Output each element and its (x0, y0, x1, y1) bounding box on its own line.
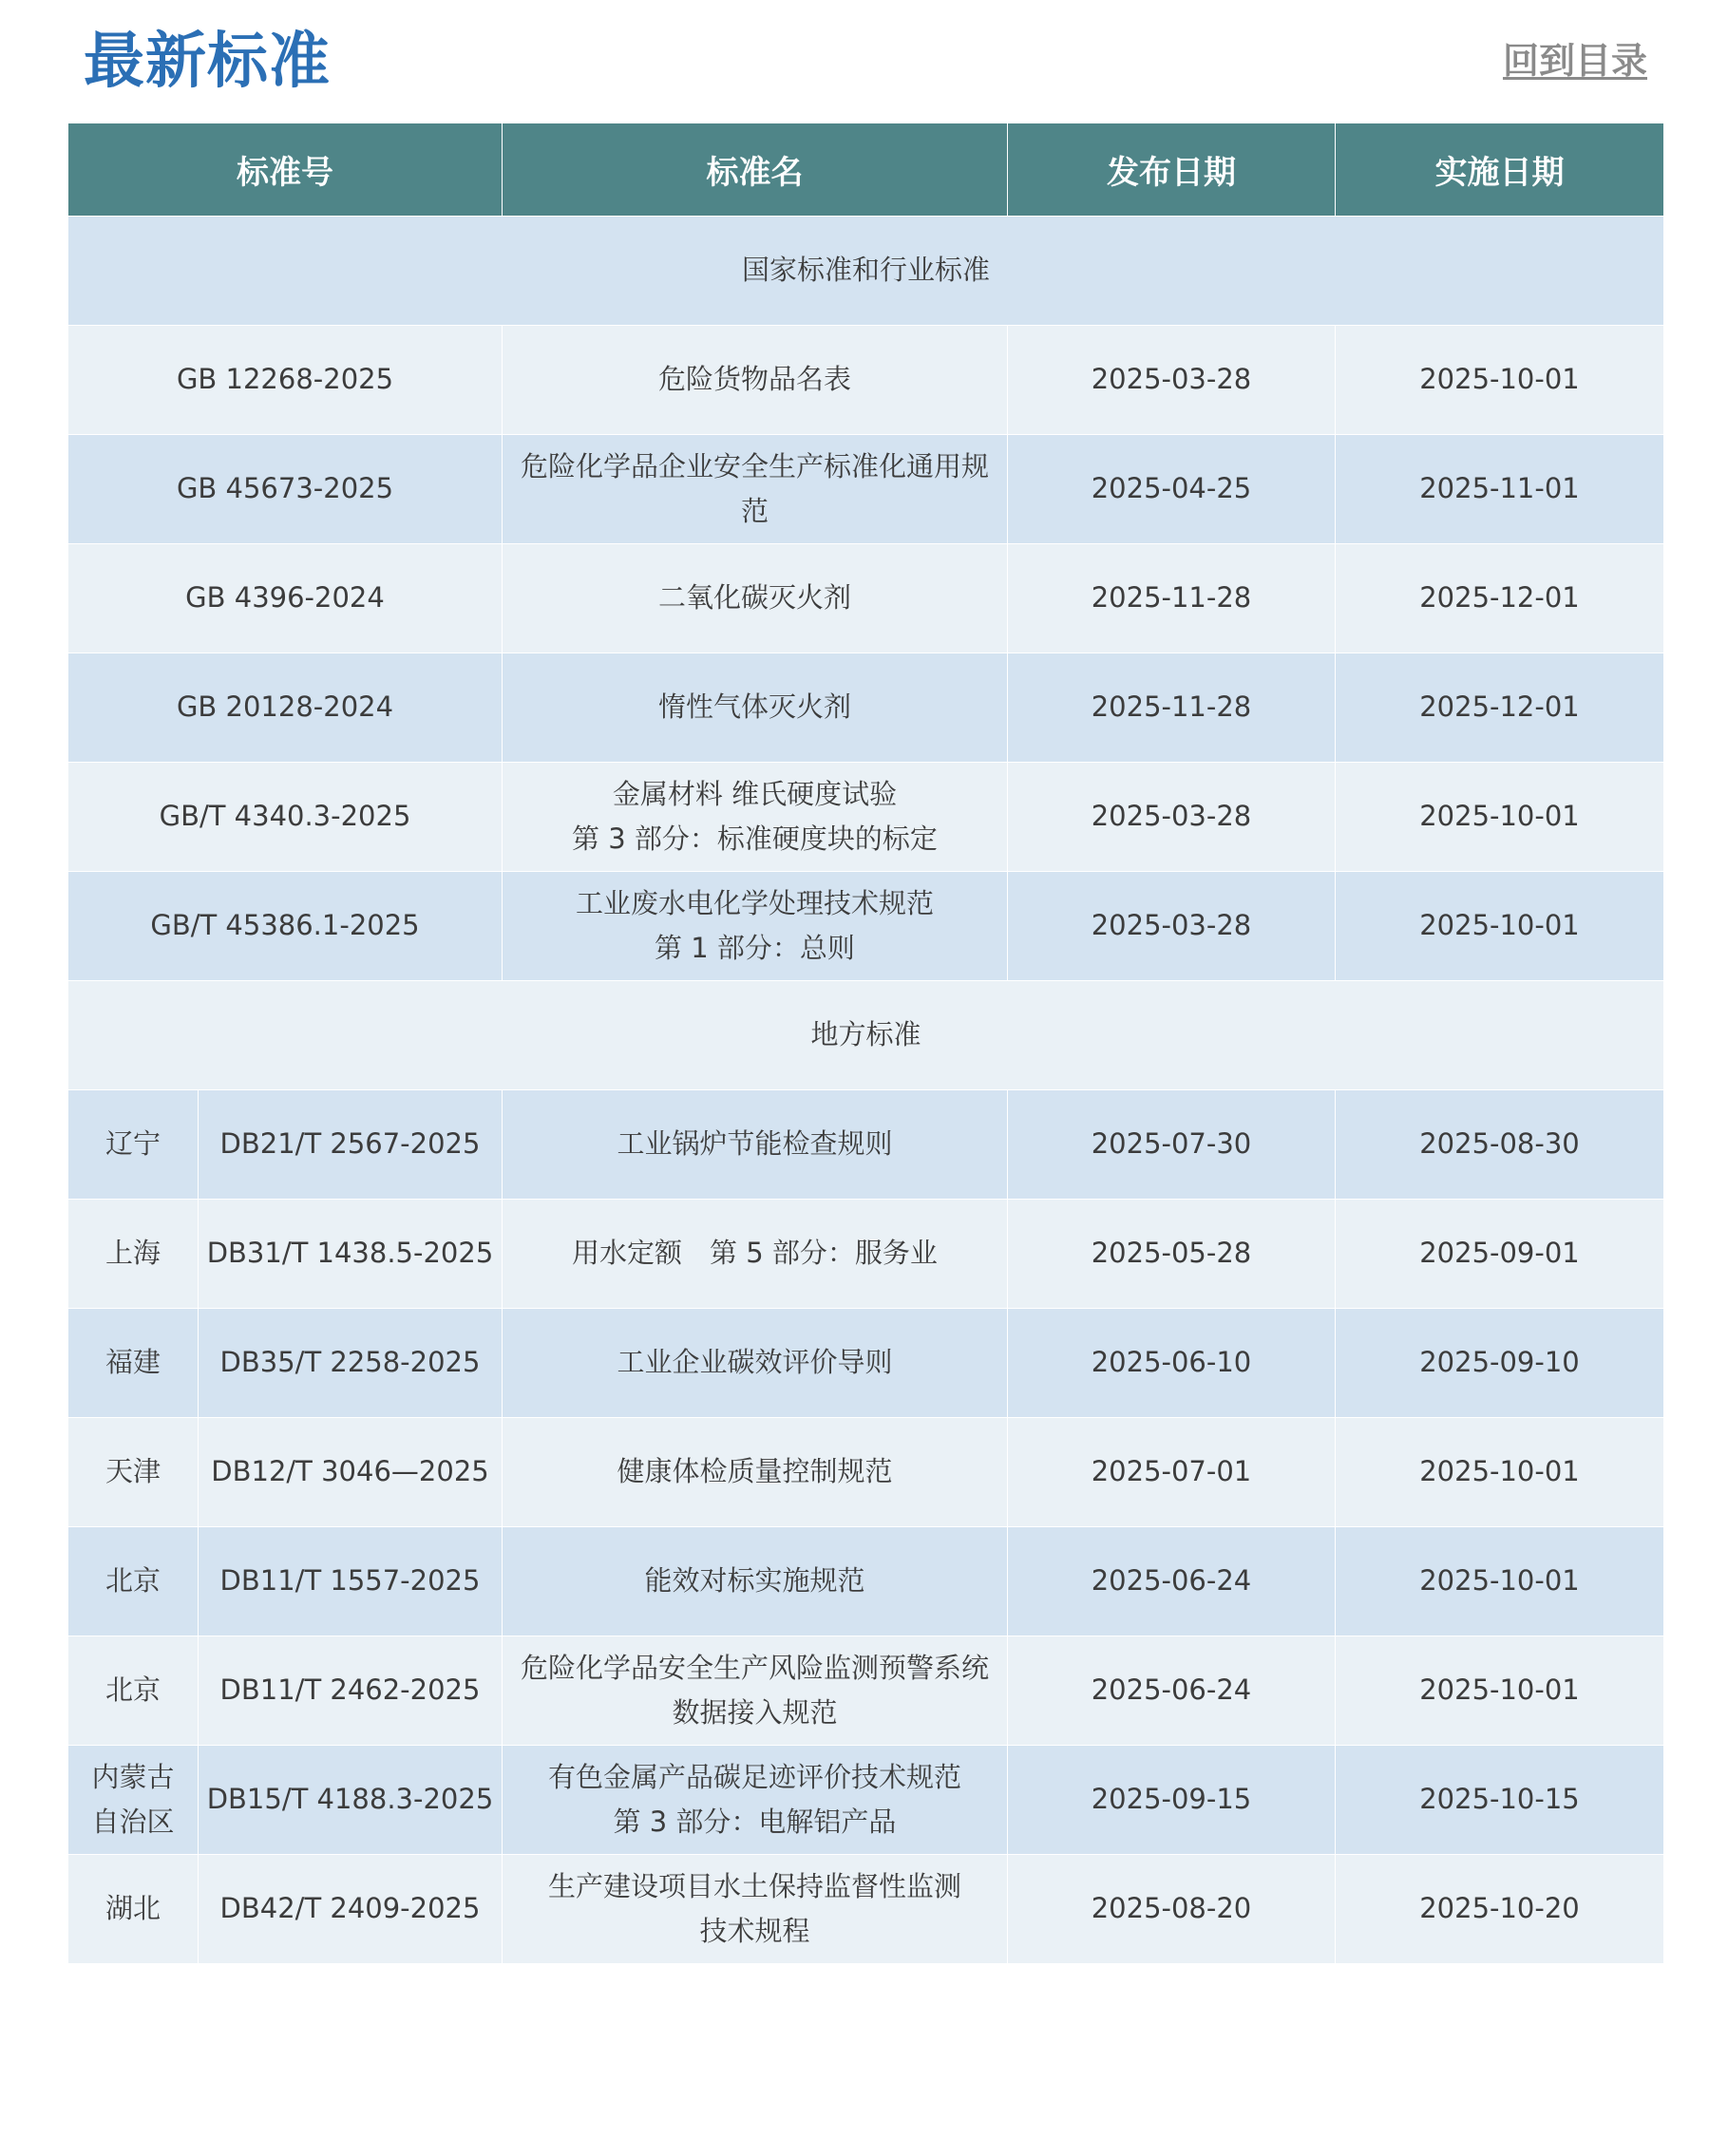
table-body (68, 216, 1664, 1963)
standard-name-cell (503, 652, 1008, 762)
standard-name-cell-line: 生产建设项目水土保持监督性监测 (547, 1869, 961, 1902)
standard-code-cell: DB31/T 1438.5-2025 (199, 1199, 503, 1308)
standard-code-cell: GB 4396-2024 (68, 543, 503, 652)
standard-name-cell (503, 1636, 1008, 1745)
table-row (68, 325, 1664, 434)
standard-name-cell (503, 1417, 1008, 1526)
section-row-national-label: 国家标准和行业标准 (68, 216, 1664, 325)
publish-date-cell: 2025-05-28 (1008, 1199, 1336, 1308)
publish-date-cell: 2025-06-10 (1008, 1308, 1336, 1417)
standard-name-cell-line: 二氧化碳灭火剂 (657, 581, 851, 614)
standard-code-cell: GB/T 4340.3-2025 (68, 762, 503, 871)
table-row (68, 1308, 1664, 1417)
standard-name-cell-line: 能效对标实施规范 (644, 1564, 865, 1597)
region-cell (68, 1089, 199, 1199)
standard-name-cell (503, 1308, 1008, 1417)
standard-name-cell-line: 危险化学品安全生产风险监测预警系统 (520, 1651, 989, 1684)
effective-date-cell: 2025-10-20 (1336, 1854, 1664, 1963)
standard-code-cell: GB/T 45386.1-2025 (68, 871, 503, 980)
standard-name-cell-line: 第 3 部分：标准硬度块的标定 (572, 822, 938, 855)
standard-code-cell: DB15/T 4188.3-2025 (199, 1745, 503, 1854)
effective-date-cell: 2025-12-01 (1336, 652, 1664, 762)
region-cell-line: 自治区 (91, 1805, 175, 1838)
table-row (68, 1417, 1664, 1526)
publish-date-cell: 2025-08-20 (1008, 1854, 1336, 1963)
standard-code-cell: DB35/T 2258-2025 (199, 1308, 503, 1417)
region-cell-line: 上海 (104, 1237, 161, 1269)
standard-name-cell (503, 543, 1008, 652)
standard-code-cell: DB42/T 2409-2025 (199, 1854, 503, 1963)
region-cell (68, 1199, 199, 1308)
effective-date-cell: 2025-12-01 (1336, 543, 1664, 652)
standard-name-cell-line: 工业锅炉节能检查规则 (617, 1127, 893, 1160)
publish-date-cell: 2025-04-25 (1008, 434, 1336, 543)
effective-date-cell: 2025-10-01 (1336, 1636, 1664, 1745)
region-cell-line: 内蒙古 (91, 1760, 175, 1793)
standard-name-cell-line: 危险货物品名表 (657, 363, 851, 395)
table-row (68, 1199, 1664, 1308)
region-cell-line: 北京 (104, 1564, 161, 1597)
publish-date-cell: 2025-03-28 (1008, 871, 1336, 980)
effective-date-cell: 2025-10-01 (1336, 762, 1664, 871)
standard-name-cell-line: 金属材料 维氏硬度试验 (612, 777, 898, 810)
publish-date-cell: 2025-03-28 (1008, 762, 1336, 871)
standards-table (67, 123, 1664, 1963)
effective-date-cell: 2025-08-30 (1336, 1089, 1664, 1199)
standard-code-cell: GB 12268-2025 (68, 325, 503, 434)
standard-name-cell (503, 762, 1008, 871)
region-cell-line: 天津 (104, 1455, 161, 1487)
standard-name-cell-line: 数据接入规范 (672, 1695, 838, 1729)
region-cell (68, 1417, 199, 1526)
effective-date-cell: 2025-10-01 (1336, 871, 1664, 980)
standard-name-cell-line: 健康体检质量控制规范 (617, 1455, 893, 1487)
publish-date-cell: 2025-06-24 (1008, 1636, 1336, 1745)
page-title: 最新标准 (84, 27, 331, 97)
publish-date-cell: 2025-09-15 (1008, 1745, 1336, 1854)
region-cell (68, 1636, 199, 1745)
standard-name-cell (503, 1854, 1008, 1963)
region-cell (68, 1526, 199, 1636)
standard-name-cell (503, 1526, 1008, 1636)
table-row (68, 1089, 1664, 1199)
publish-date-cell: 2025-07-30 (1008, 1089, 1336, 1199)
region-cell (68, 1745, 199, 1854)
standard-name-cell-line: 用水定额 第 5 部分：服务业 (572, 1237, 938, 1269)
standard-code-cell: GB 45673-2025 (68, 434, 503, 543)
standard-name-cell-line: 危险化学品企业安全生产标准化通用规范 (520, 449, 989, 527)
effective-date-cell: 2025-11-01 (1336, 434, 1664, 543)
publish-date-cell: 2025-03-28 (1008, 325, 1336, 434)
table-row (68, 434, 1664, 543)
publish-date-cell: 2025-11-28 (1008, 543, 1336, 652)
header-publish-date: 发布日期 (1008, 123, 1336, 216)
standard-name-cell (503, 434, 1008, 543)
effective-date-cell: 2025-09-01 (1336, 1199, 1664, 1308)
table-row (68, 1636, 1664, 1745)
section-row-local-label: 地方标准 (68, 980, 1664, 1089)
header-standard-name: 标准名 (503, 123, 1008, 216)
standard-name-cell-line: 有色金属产品碳足迹评价技术规范 (547, 1760, 961, 1793)
publish-date-cell: 2025-07-01 (1008, 1417, 1336, 1526)
standard-name-cell-line: 惰性气体灭火剂 (657, 690, 851, 723)
table-row (68, 1745, 1664, 1854)
standard-name-cell-line: 工业企业碳效评价导则 (617, 1346, 893, 1378)
region-cell-line: 福建 (104, 1346, 161, 1378)
table-row (68, 652, 1664, 762)
standard-code-cell: GB 20128-2024 (68, 652, 503, 762)
standard-code-cell: DB11/T 1557-2025 (199, 1526, 503, 1636)
standard-name-cell (503, 325, 1008, 434)
table-row (68, 543, 1664, 652)
region-cell-line: 北京 (104, 1674, 161, 1706)
effective-date-cell: 2025-09-10 (1336, 1308, 1664, 1417)
publish-date-cell: 2025-06-24 (1008, 1526, 1336, 1636)
standard-code-cell: DB21/T 2567-2025 (199, 1089, 503, 1199)
table-row (68, 1526, 1664, 1636)
effective-date-cell: 2025-10-15 (1336, 1745, 1664, 1854)
header-standard-code: 标准号 (68, 123, 503, 216)
standard-code-cell: DB11/T 2462-2025 (199, 1636, 503, 1745)
table-row (68, 1854, 1664, 1963)
header-effective-date: 实施日期 (1336, 123, 1664, 216)
standard-code-cell: DB12/T 3046—2025 (199, 1417, 503, 1526)
standard-name-cell-line: 工业废水电化学处理技术规范 (575, 886, 934, 919)
standard-name-cell-line: 技术规程 (699, 1914, 810, 1947)
region-cell (68, 1308, 199, 1417)
standard-name-cell (503, 871, 1008, 980)
back-to-contents-link[interactable]: 回到目录 (1502, 40, 1647, 82)
region-cell-line: 辽宁 (104, 1127, 161, 1160)
standard-name-cell-line: 第 1 部分：总则 (655, 931, 855, 964)
effective-date-cell: 2025-10-01 (1336, 1417, 1664, 1526)
standard-name-cell-line: 第 3 部分：电解铝产品 (613, 1805, 897, 1838)
table-row (68, 871, 1664, 980)
standard-name-cell (503, 1089, 1008, 1199)
section-row-local (68, 980, 1664, 1089)
table-header-row (68, 123, 1664, 216)
effective-date-cell: 2025-10-01 (1336, 325, 1664, 434)
publish-date-cell: 2025-11-28 (1008, 652, 1336, 762)
section-row-national (68, 216, 1664, 325)
effective-date-cell: 2025-10-01 (1336, 1526, 1664, 1636)
region-cell-line: 湖北 (104, 1892, 161, 1925)
region-cell (68, 1854, 199, 1963)
standard-name-cell (503, 1199, 1008, 1308)
table-row (68, 762, 1664, 871)
standard-name-cell (503, 1745, 1008, 1854)
